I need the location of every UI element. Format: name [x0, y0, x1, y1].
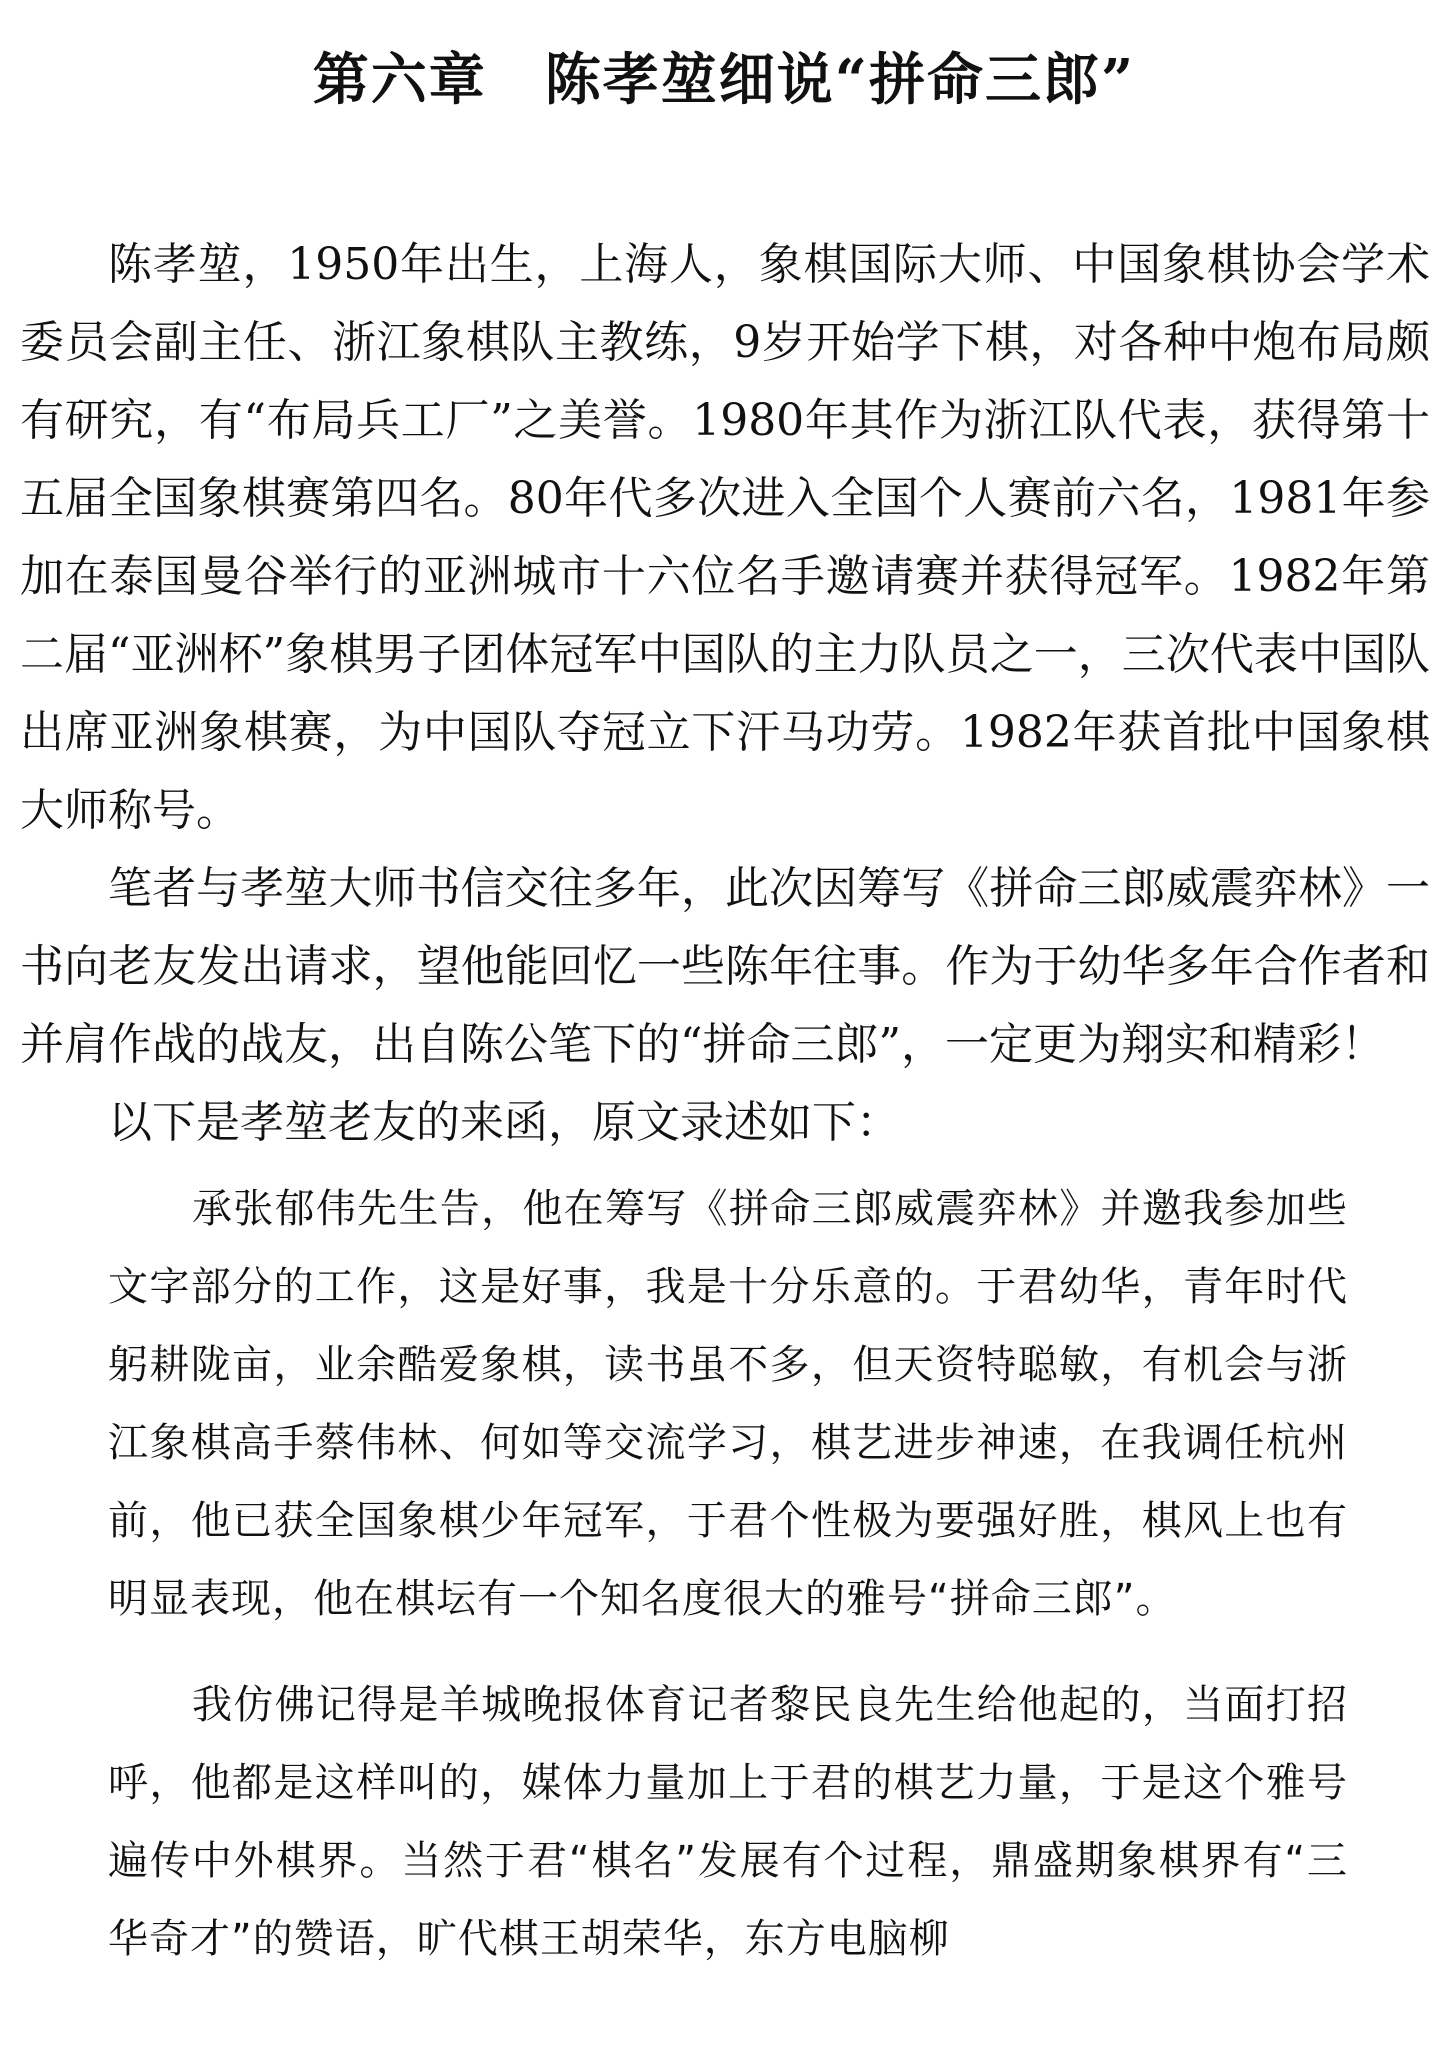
- body-text: [20, 226, 1430, 1162]
- letter-paragraph-1: 承张郁伟先生告，他在筹写《拼命三郎威震弈林》并邀我参加些文字部分的工作，这是好事，我是十分乐意的。于君幼华，青年时代躬耕陇亩，业余酷爱象棋，读书虽不多，但天资特聪敏，有机会与浙江象棋高手蔡伟林、何如等交流学习，棋艺进步神速，在我调任杭州前，他已获全国象棋少年冠军，于君个性极为要强好胜，棋风上也有明显表现，他在棋坛有一个知名度很大的雅号“拼命三郎”。: [108, 1186, 1348, 1622]
- letter-paragraph-2: 我仿佛记得是羊城晚报体育记者黎民良先生给他起的，当面打招呼，他都是这样叫的，媒体力量加上于君的棋艺力量，于是这个雅号遍传中外棋界。当然于君“棋名”发展有个过程，鼎盛期象棋界有“三华奇才”的赞语，旷代棋王胡荣华，东方电脑柳: [108, 1682, 1348, 1962]
- paragraph-correspondence: 笔者与孝堃大师书信交往多年，此次因筹写《拼命三郎威震弈林》一书向老友发出请求，望他能回忆一些陈年往事。作为于幼华多年合作者和并肩作战的战友，出自陈公笔下的“拼命三郎”，一定更为翔实和精彩！: [20, 863, 1430, 1070]
- chapter-title: 第六章 陈孝堃细说“拼命三郎”: [312, 47, 1136, 113]
- paragraph-letter-intro: 以下是孝堃老友的来函，原文录述如下：: [108, 1097, 900, 1148]
- quoted-letter: [108, 1170, 1348, 1978]
- paragraph-biography: 陈孝堃，1950年出生，上海人，象棋国际大师、中国象棋协会学术委员会副主任、浙江象棋队主教练，9岁开始学下棋，对各种中炮布局颇有研究，有“布局兵工厂”之美誉。1980年其作为浙江队代表，获得第十五届全国象棋赛第四名。80年代多次进入全国个人赛前六名，1981年参加在泰国曼谷举行的亚洲城市十六位名手邀请赛并获得冠军。1982年第二届“亚洲杯”象棋男子团体冠军中国队的主力队员之一，三次代表中国队出席亚洲象棋赛，为中国队夺冠立下汗马功劳。1982年获首批中国象棋大师称号。: [20, 239, 1430, 836]
